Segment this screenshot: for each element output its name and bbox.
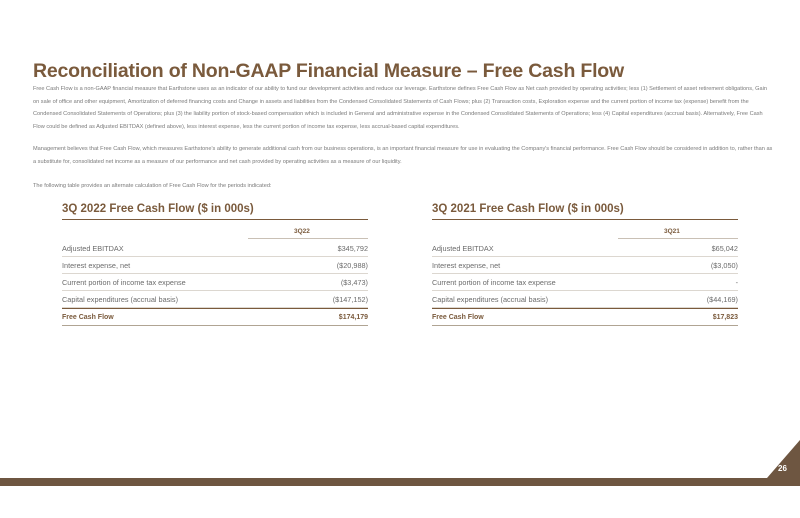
table-intro-paragraph: The following table provides an alternate calculation of Free Cash Flow for the periods indicated:: [33, 183, 272, 189]
row-value: ($44,169): [706, 294, 738, 304]
total-label: Free Cash Flow: [62, 313, 114, 321]
total-label: Free Cash Flow: [432, 313, 484, 321]
row-label: Interest expense, net: [432, 260, 501, 270]
page-number: 26: [778, 464, 787, 473]
table-row: [62, 257, 368, 274]
row-label: Interest expense, net: [62, 260, 131, 270]
page-title: Reconciliation of Non-GAAP Financial Measure – Free Cash Flow: [33, 60, 624, 82]
fcf-table-3q21: [432, 202, 738, 326]
column-header: [62, 220, 368, 240]
total-row: [432, 308, 738, 326]
table-row: [62, 291, 368, 308]
row-value: $345,792: [337, 243, 368, 253]
fcf-table-3q22: [62, 202, 368, 326]
management-paragraph: Management believes that Free Cash Flow, which measures Earthstone's ability to generate additional cash from our business operations, is an important financial measure for use in evaluating the Company's financial performance. Free Cash Flow should be considered in addition to, rather than as a substitute for, consolidated net income as a measure of our performance and net cash provided by operating activities as a measure of our liquidity.: [33, 146, 773, 165]
row-value: -: [735, 277, 738, 287]
definition-paragraph: Free Cash Flow is a non-GAAP financial measure that Earthstone uses as an indicator of our ability to fund our development activities and reduce our leverage. Earthstone defines Free Cash Flow as Net cash provided by operating activities; less (1) Settlement of asset retirement obligations, Gain on sale of office and other equipment, Amortization of deferred financing costs and Change in assets and liabilities from the Condensed Consolidated Statements of Cash Flows; plus (2) Transaction costs, Exploration expense and the current portion of income tax (expense) benefit from the Condensed Consolidated Statements of Operations; plus (3) the liability portion of stock-based compensation which is included in General and administrative expense in the Condensed Consolidated Statements of Operations; less (4) Capital expenditures (accrual basis). Alternatively, Free Cash Flow could be defined as Adjusted EBITDAX (defined above), less interest expense, less the current portion of income tax expense, less accrual-based capital expenditures.: [33, 86, 767, 130]
row-value: ($3,050): [710, 260, 738, 270]
row-label: Adjusted EBITDAX: [62, 243, 124, 253]
table-title: 3Q 2022 Free Cash Flow ($ in 000s): [62, 203, 254, 215]
column-header-label: 3Q21: [664, 228, 680, 235]
column-header-underline: [248, 238, 368, 239]
total-row: [62, 308, 368, 326]
table-row: [62, 274, 368, 291]
table-row: [62, 240, 368, 257]
table-row: [432, 257, 738, 274]
total-value: $17,823: [712, 313, 738, 321]
column-header: [432, 220, 738, 240]
row-label: Current portion of income tax expense: [432, 277, 556, 287]
row-value: ($3,473): [340, 277, 368, 287]
row-value: $65,042: [711, 243, 738, 253]
row-label: Capital expenditures (accrual basis): [432, 294, 548, 304]
footer-corner: [760, 440, 800, 486]
table-row: [432, 291, 738, 308]
row-value: ($147,152): [332, 294, 368, 304]
table-row: [432, 274, 738, 291]
table-row: [432, 240, 738, 257]
column-header-underline: [618, 238, 738, 239]
row-label: Current portion of income tax expense: [62, 277, 186, 287]
table-title: 3Q 2021 Free Cash Flow ($ in 000s): [432, 203, 624, 215]
total-value: $174,179: [338, 313, 368, 321]
footer-bar: [0, 478, 800, 486]
row-value: ($20,988): [336, 260, 368, 270]
column-header-label: 3Q22: [294, 228, 310, 235]
row-label: Capital expenditures (accrual basis): [62, 294, 178, 304]
row-label: Adjusted EBITDAX: [432, 243, 494, 253]
